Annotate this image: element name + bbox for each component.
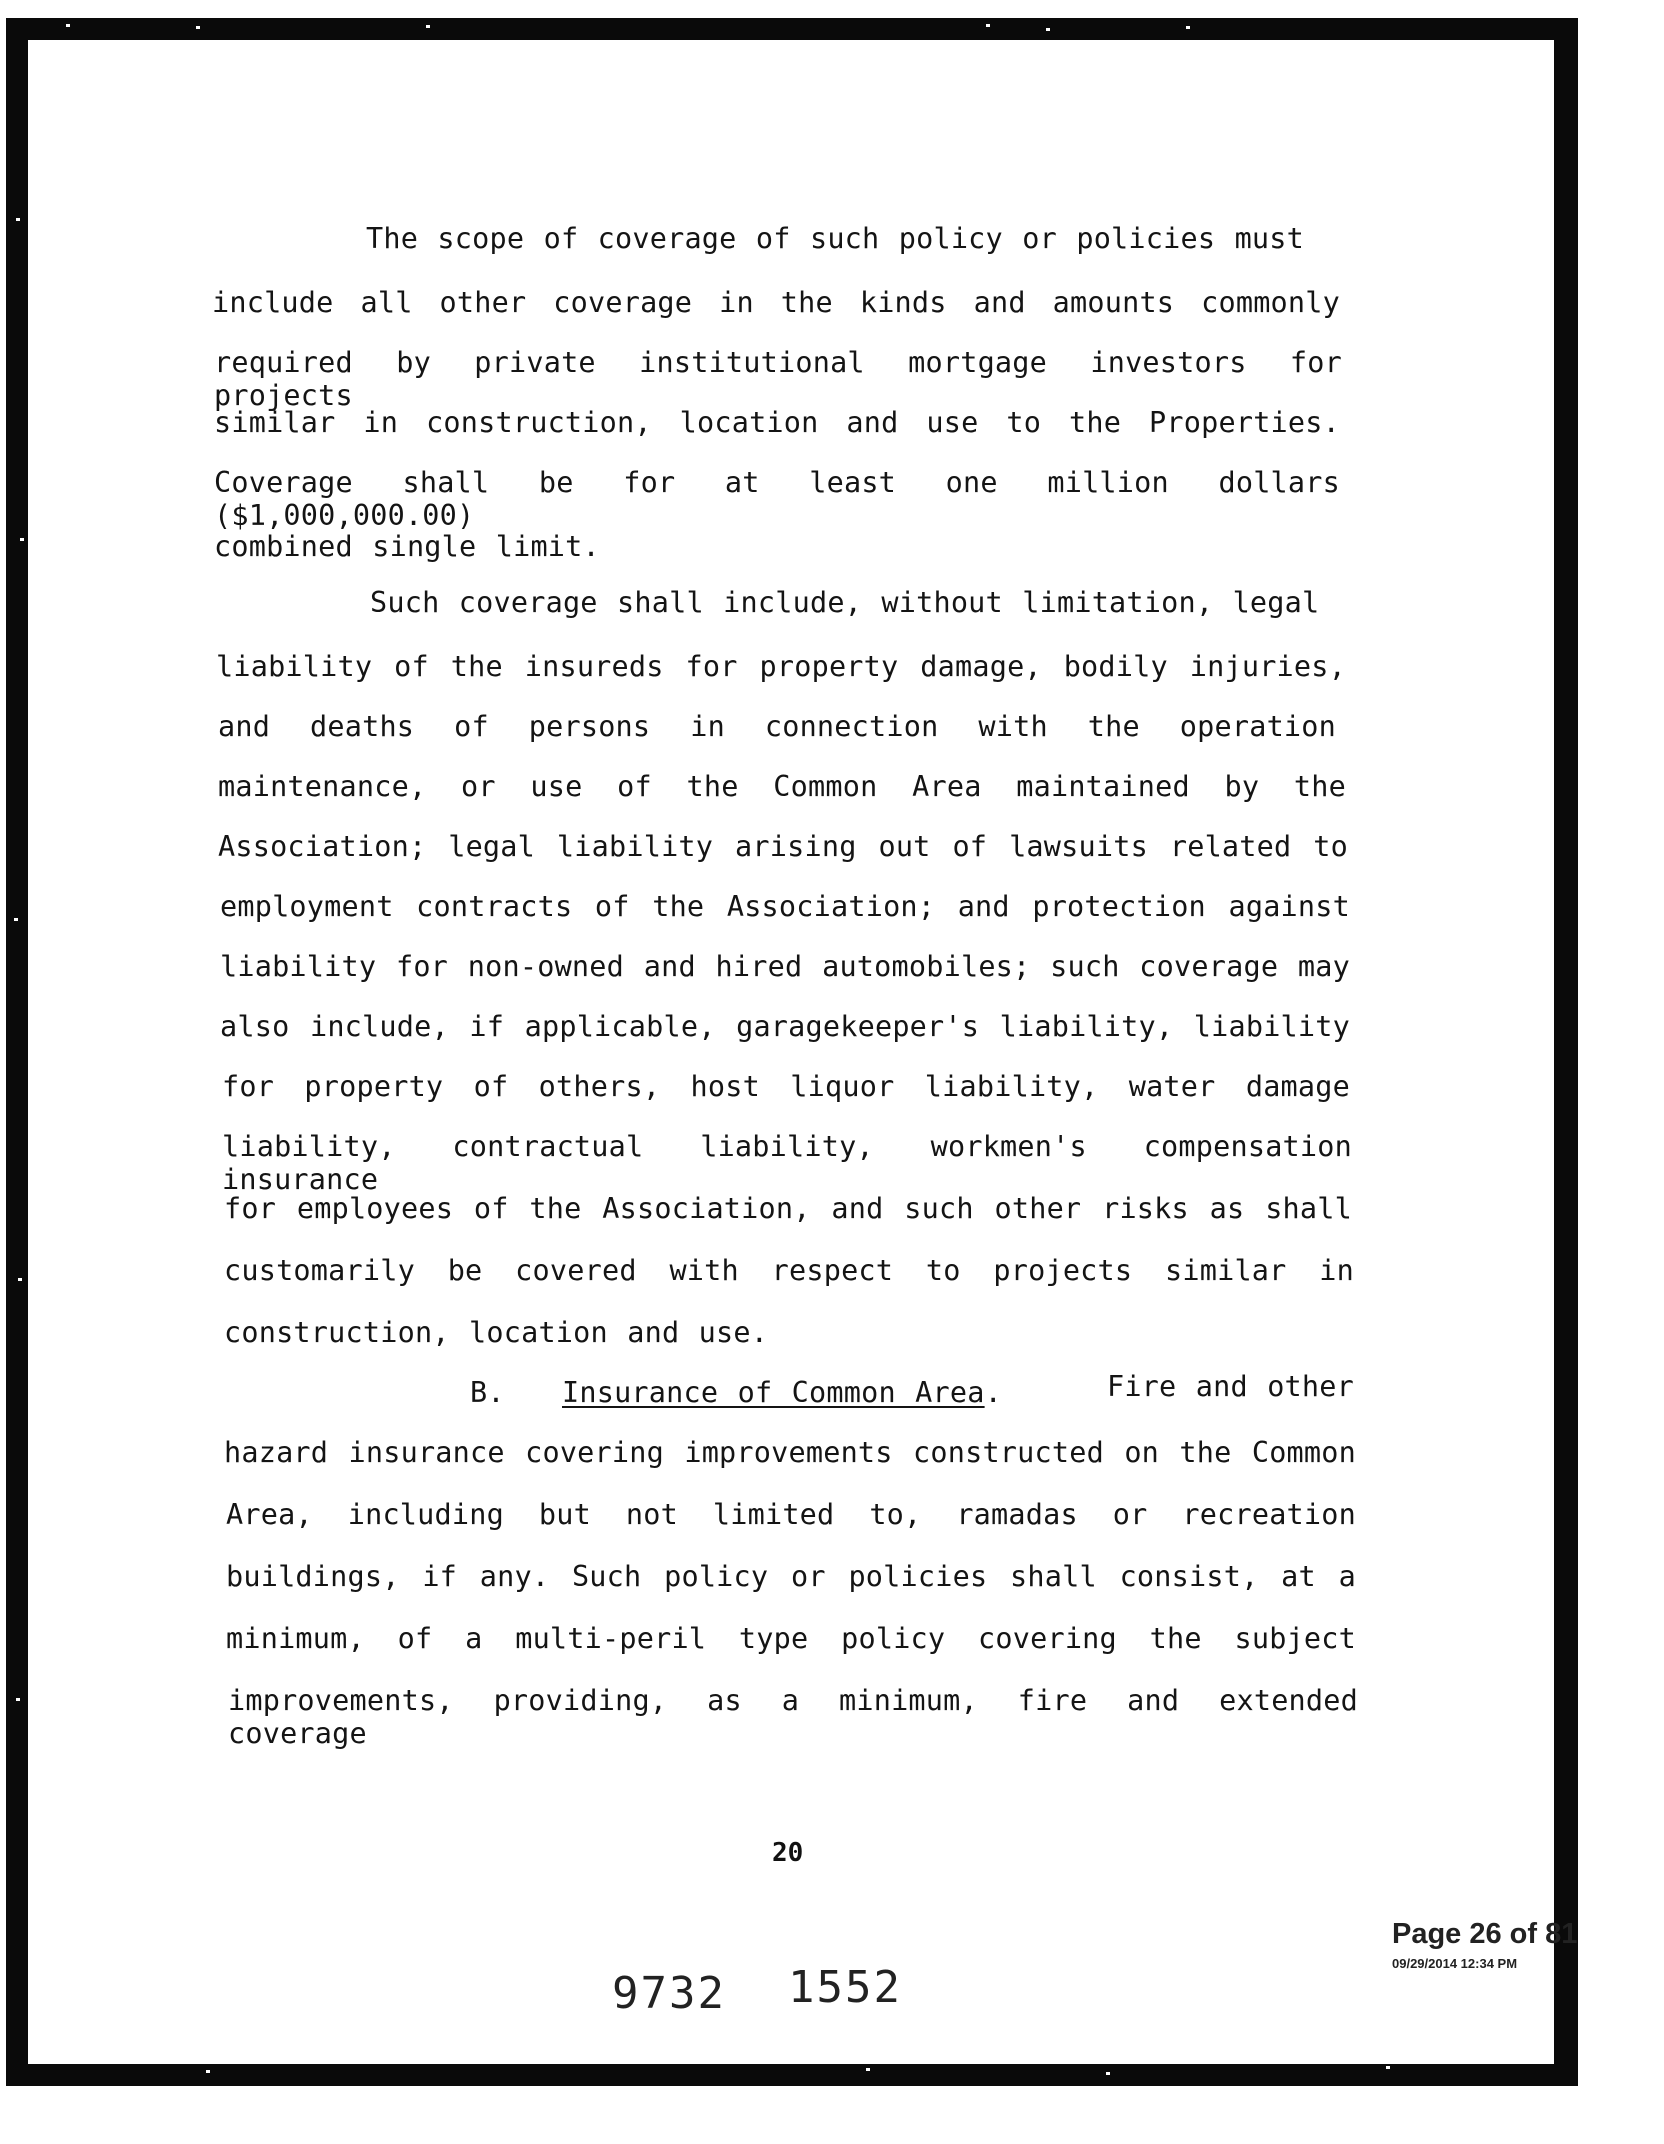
- text-line: combined single limit.: [214, 530, 600, 563]
- text-line: Such coverage shall include, without limitation, legal: [370, 586, 1320, 619]
- text-line: customarily be covered with respect to projects similar in: [224, 1254, 1354, 1287]
- text-line: minimum, of a multi-peril type policy covering the subject: [226, 1622, 1356, 1655]
- section-heading: [562, 1376, 1002, 1409]
- text-line: Association; legal liability arising out of lawsuits related to: [218, 830, 1348, 863]
- text-line: employment contracts of the Association; and protection against: [220, 890, 1350, 923]
- text-line: also include, if applicable, garagekeeper's liability, liability: [220, 1010, 1350, 1043]
- text-line: buildings, if any. Such policy or policies shall consist, at a: [226, 1560, 1356, 1593]
- text-line: liability of the insureds for property damage, bodily injuries,: [216, 650, 1346, 683]
- section-heading-punct: .: [984, 1376, 1002, 1409]
- document-page: [28, 40, 1554, 2064]
- section-letter: B.: [470, 1376, 505, 1409]
- text-line: liability, contractual liability, workmen's compensation insurance: [222, 1130, 1352, 1196]
- text-line: maintenance, or use of the Common Area maintained by the: [218, 770, 1346, 803]
- recording-page-number: 1552: [788, 1962, 902, 2013]
- text-line: The scope of coverage of such policy or policies must: [366, 222, 1304, 255]
- text-line: include all other coverage in the kinds and amounts commonly: [212, 286, 1340, 319]
- text-line: Coverage shall be for at least one million dollars ($1,000,000.00): [214, 466, 1340, 532]
- page-number: 20: [772, 1838, 804, 1868]
- text-line: for property of others, host liquor liability, water damage: [222, 1070, 1350, 1103]
- page-count-stamp: Page 26 of 81: [1392, 1918, 1578, 1950]
- text-line: improvements, providing, as a minimum, fire and extended coverage: [228, 1684, 1358, 1750]
- text-line: required by private institutional mortgage investors for projects: [214, 346, 1342, 412]
- text-line: for employees of the Association, and such other risks as shall: [224, 1192, 1352, 1225]
- timestamp-stamp: 09/29/2014 12:34 PM: [1392, 1956, 1518, 1971]
- text-line: liability for non-owned and hired automobiles; such coverage may: [220, 950, 1350, 983]
- text-line: hazard insurance covering improvements constructed on the Common: [224, 1436, 1356, 1469]
- recording-book-number: 9732: [612, 1968, 726, 2019]
- text-line: similar in construction, location and use to the Properties.: [214, 406, 1340, 439]
- text-line: and deaths of persons in connection with the operation: [218, 710, 1336, 743]
- text-line: Area, including but not limited to, ramadas or recreation: [226, 1498, 1356, 1531]
- text-line: construction, location and use.: [224, 1316, 769, 1349]
- text-line: Fire and other: [1106, 1370, 1354, 1403]
- section-heading-text: Insurance of Common Area: [562, 1376, 985, 1409]
